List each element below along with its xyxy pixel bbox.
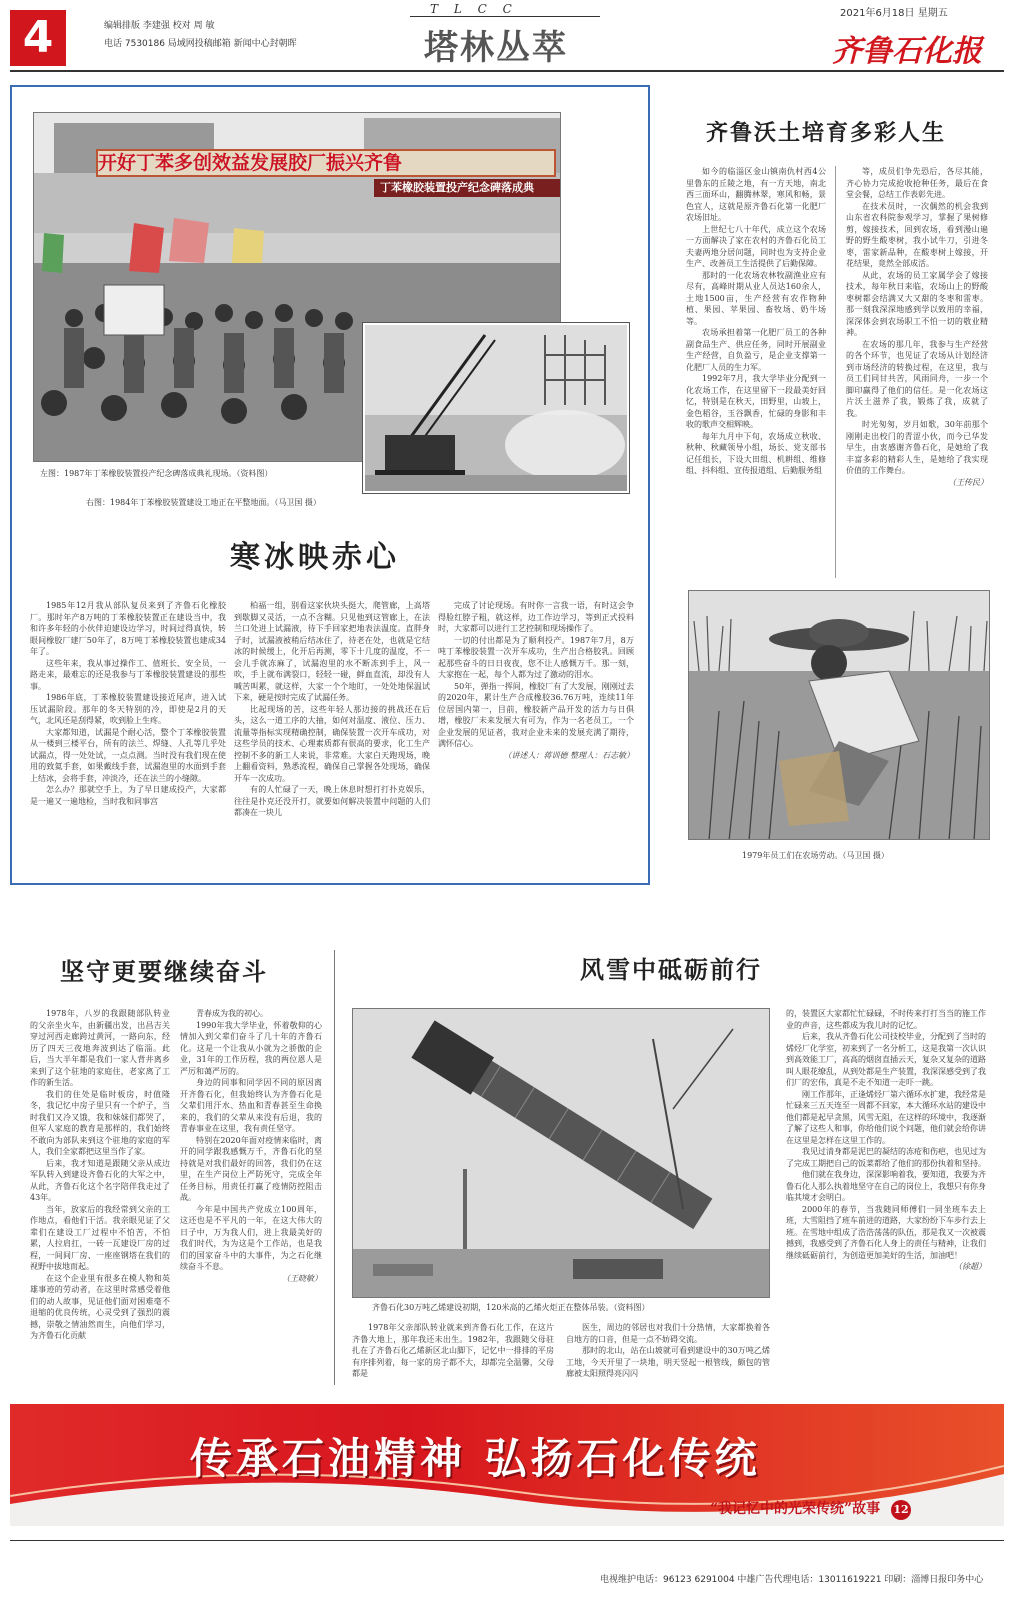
top-story-headline: 寒冰映赤心 [230,540,400,575]
bl-col2-p3: 身边的同事和同学因不同的原因离开齐鲁石化，但我始终认为齐鲁石化是父辈们用汗水、热血和青春甚至生命换来的，我们的父辈从来没有后退，我的青春事业在这里，我有责任坚守。 [180,1078,322,1133]
br-col3-p4: 我见过清身都是泥巴的凝结的冻疮和伤疤，也见过为了完成工期把自己的饭菜都给了他们的那份执着和坚持。 [786,1147,986,1168]
top-story-col-2 [234,600,430,872]
bl-col1-p4: 当年，放家后的我经常到父亲的工作地点，看他们干活。我亲眼见证了父辈们在建设工厂过程中不怕苦，不怕累，人拉肩扛，一砖一瓦建设厂房的过程，一间间厂房、一座座钢塔在我们的视野中拔地而起。 [30,1204,170,1271]
editor-line: 编辑排版 李建强 校对 周 敏 [104,21,215,31]
date-line: 2021年6月18日 星期五 [840,8,948,19]
top-col1-p1: 1985年12月我从部队复员来到了齐鲁石化橡胶厂。那时年产8万吨的丁苯橡胶装置正在建设当中，我和许多年轻的小伙伴迫建设边学习，时间过得真快，转眼间橡胶厂建厂50年了，8万吨丁苯橡胶装置也建成34年了。 [30,601,226,656]
right-col1-p2: 上世纪七八十年代，成立这个农场一方面解决了家在农村的齐鲁石化员工夫妻两地分居问题，同时也为支持企业生产、改善员工生活提供了后勤保障。 [686,224,826,268]
top-col1-p2: 这些年来，我从事过操作工、值班长、安全员，一路走来，最难忘的还是我参与丁苯橡胶装置建设的那些事。 [30,658,226,691]
flare-photo-caption: 齐鲁石化30万吨乙烯建设初期，120米高的乙烯火炬正在整体吊装。（资料图） [372,1303,650,1312]
top-col3-byline: （讲述人：蒋训德 整理人：石志敏） [503,750,634,760]
br-col3-p6: 2000年的春节，当我随同师傅们一同坐班车去上班，大雪阻挡了班车前进的道路，大家纷纷下车步行去上班。在雪地中组成了浩浩荡荡的队伍，那是我又一次被震撼到，我感受到了齐鲁石化人身上的责任与精神，让我们继续砥砺前行，为创造更加美好的生活，加油吧！ [786,1204,986,1260]
farm-photo [688,590,990,840]
right-col1-p5: 1992年7月，我大学毕业分配到一化农场工作，在这里留下一段最美好回忆，特别是在秋天，田野里，山坡上，金色稻谷，玉谷飘香，忙碌的身影和丰收的歌声交相辉映。 [686,374,826,429]
ceremony-banner: 开好丁苯多创效益发展胶厂振兴齐鲁 [96,149,556,177]
bl-col2-p5: 今年是中国共产党成立100周年，这还也是不平凡的一年，在这大伟大的日子中，万为我人们，进上我最美好的我们时代，为为这是个工作站，也是我们的国家奋斗中的大事件，为之石化继续奋斗不息。 [180,1204,322,1271]
page-number-box [10,10,66,66]
right-story-headline: 齐鲁沃土培育多彩人生 [706,120,947,146]
right-col1-p4: 农场承担着第一化肥厂员工的各种副食品生产、供应任务，同时开展副业生产经营，自负盈亏，是企业支撑第一化肥厂人员的生力军。 [686,328,826,372]
ceremony-caption: 左图：1987年丁苯橡胶装置投产纪念碑落成典礼现场。（资料图） [40,469,273,478]
br-under-p1: 1978年父亲部队转业就来到齐鲁石化工作，在这片齐鲁大地上，那年我还未出生。1982年，我跟随父母驻扎在了齐鲁石化乙烯新区北山脚下，记忆中一排排的平房有序排列着，每一家的房子都不大，却都完全温馨，父母都是 [352,1323,554,1378]
right-col1-p3: 那时的一化农场农林牧副渔业应有尽有，高峰时期从业人员达160余人，土地1500亩，生产经营有农作物种植、果园、苹果园、畜牧场、奶牛场等。 [686,270,826,326]
right-col2-p1: 等，成员们争先恐后，各尽其能，齐心协力完成抢收抢种任务，最后在食堂会餐，总结工作表彰先进。 [846,167,988,199]
top-col2-p1: 柏福一组，别看这家伙块头挺大，爬管廊，上高塔到歇脚又灵活，一点不含糊。只见他到这管廊上，在法兰口处进上试漏液，待下手回家把地表法温度。直胖身子时，试漏液被稍后结冰住了，待老在处，也就是它结冰的时候缓上，化开后再测，零下十几度的温度，不一会儿手就冻麻了，试漏泡里的水不断冻到手上，风一吹，手上就布满裂口，轻轻一碰，鲜血直流，却没有人喊苦叫累，就这样，大家一个个地盯，一处处地保温试下来，硬是按时完成了试漏任务。 [234,601,430,702]
br-under2-p2: 那时的北山，站在山坡就可看到建设中的30万吨乙烯工地，今天开里了一块地，明天竖起一根管线，颇包的管廊被太阳照得亮闪闪 [566,1346,770,1378]
right-col2-p5: 时光匆匆，岁月如歌，30年前那个刚刚走出校门的青涩小伙，而今已华发早生，由衷感谢齐鲁石化，是她给了我丰富多彩的精彩人生，是她给了我实现价值的工作舞台。 [846,420,988,475]
page-number: 4 [22,12,54,63]
right-col1-p6: 每年九月中下旬，农场成立秋收、秋种、秋藏领导小组，场长、党支部书记任组长，下设大田组、机耕组、维修组、抖科组、宣传报道组、后勤服务组 [686,431,826,475]
header-rule-top [410,16,600,17]
paper-name: 齐鲁石化报 [832,34,982,69]
br-under2-p1: 医生，周边的邻居也对我们十分热情，大家都换着各自地方的口音，但是一点不妨碍交流。 [566,1323,770,1344]
bottom-divider [334,950,335,1385]
br-col3-p1: 的，装置区大家都忙忙碌碌，不时传来打打当当的施工作业的声音，这些都成为我儿时的记忆。 [786,1009,986,1030]
banner-subtitle [710,1498,911,1520]
bottom-right-col-2 [566,1322,770,1388]
construction-photo-graphic [365,325,629,493]
banner-text: 传承石油精神 弘扬石化传统 [190,1434,761,1483]
bl-col1-p3: 后来，我才知道是跟随父亲从成边军队转入到建设齐鲁石化的大军之中，从此，齐鲁石化这个名字陪伴我走过了43年。 [30,1158,170,1202]
right-col-divider [835,166,836,578]
bottom-right-col-1 [352,1322,554,1388]
right-story-col-2 [846,166,988,578]
section-title: 塔林丛萃 [424,28,568,68]
bottom-right-headline: 风雪中砥砺前行 [580,955,762,984]
bl-col1-p5: 在这个企业里有很多在模人物和英雄事迹的劳动者，在这里时常感受着他们的动人故事，见证他们面对困难毫不退缩的优良传统，心灵受到了强烈的震撼，崇敬之情油然而生，向他们学习，为齐鲁石化贡献 [30,1273,170,1340]
contact-line: 电话 7530186 局域网投稿邮箱 新闻中心封朝晖 [104,39,297,49]
tradition-banner [10,1404,1004,1526]
bl-col2-p4: 特别在2020年面对疫情来临时，离开的同学跟我感慨万千，齐鲁石化的坚持就是对我们最好的回答，我们仍在这里，在生产岗位上严防死守，完成全年任务目标，用责任打赢了疫情防控阻击战。 [180,1135,322,1202]
top-col2-p3: 有的人忙碌了一天，晚上休息时想打打扑克娱乐，往往是扑克还没开打，就要如何解决装置中问题的人们都凑在一块儿 [234,785,430,817]
flare-photo [352,1008,770,1298]
right-col2-p2: 在技术员时，一次偶然的机会我到山东省农科院参观学习，掌握了果树修剪，嫁接技术，回到农场，看到漫山遍野的野生酸枣树，我小试牛刀，引进冬枣，雷家新品种，在酸枣树上嫁接，开花结果，竟然全部成活。 [846,201,988,268]
right-col1-p1: 如今的临淄区金山镇南仇村西4公里鲁东的丘陵之地，有一方天地，南北西三面环山，翻腾林翠，寒风和畅，景色宜人，这就是原齐鲁石化第一化肥厂农场旧址。 [686,167,826,222]
br-col3-p3: 刚工作那年，正逢烯烃厂第六循环水扩建，我经常是忙碌来三五天连至一周都不回家，本大循环水站的建设中他们都是起早贪黑，风雪无阻，在这样的环境中，我逐渐了解了这些人和事，你给他们说个问题，他们就会给你讲在这里是怎样在这里工作的。 [786,1089,986,1145]
bottom-left-col-1 [30,1008,170,1380]
bl-col2-p2: 1990年我大学毕业，怀着敬仰的心情加入到父辈们奋斗了几十年的齐鲁石化。这是一个让我从小就为之骄傲的企业，31年的工作历程，我的两位恩人是严厉和蔼严厉的。 [180,1020,322,1076]
bottom-left-col-2 [180,1008,322,1380]
top-col1-p5: 怎么办？那就空手上，为了早日建成投产，大家都是一遍又一遍地检，当时我和同事宫 [30,785,226,806]
right-story-col-1 [686,166,826,578]
bl-col1-p2: 我们的住处是临时板房，时值隆冬，我记忆中房子里只有一个炉子，当时我们又冷又饿，我和妹妹们都哭了，但军人家庭的教育是那样的，我们始终不敢向为部队来到这个驻地的家庭的军人，我们全家都把这里当作了家。 [30,1089,170,1156]
header-rule [10,70,1004,72]
farm-photo-caption: 1979年员工们在农场劳动。（马卫国 摄） [742,851,889,860]
banner-number-badge: 12 [891,1500,911,1520]
bottom-left-headline: 坚守更要继续奋斗 [60,957,268,986]
top-col3-p3: 50年，弹指一挥间，橡胶厂有了大发展，刚刚过去的2020年，累计生产合成橡胶36.76万吨，连续11年位居国内第一，目前，橡胶新产品开发的活力与日俱增，橡胶厂未来发展大有可为，作为一名老员工，一个企业发展的见证者，我对企业未来的发展充满了期待，满怀信心。 [438,681,634,748]
bl-col2-p1: 青春成为我的初心。 [196,1009,268,1018]
top-col1-p4: 大家都知道，试漏是个耐心活，整个丁苯橡胶装置从一楼到三楼平台，所有的法兰、焊缝、人孔等几乎处试漏点，得一处处试，一点点测。当时没有我们现在使用的致氦手套，如果戴线手套，试漏泡里的水面到手套上结冰，会将手套，冲淡冷，还在法兰的小缝隙。 [30,727,226,783]
bl-col1-p1: 1978年，八岁的我跟随部队转业的父亲坐火车，由新疆出发，出昌吉关穿过河西走廊跨过黄河，一路向东，经历了四天三夜地奔波到达了临淄。此后，当大半年都是我们一家人背井离乡来到了这个驻地的家庭住，老家离了工作的新生活。 [30,1009,170,1087]
tlcc-label: T L C C [430,2,518,16]
right-col2-p3: 从此，农场的员工家属学会了嫁接技术，每年秋日来临，农场山上的野酸枣树都会结满又大又甜的冬枣和雷枣。那一刻我深深地感到学以致用的幸福，深深体会到农场职工不怕一切的敬业精神。 [846,270,988,337]
right-col2-p4: 在农场的那几年，我参与生产经营的各个环节，也见证了农场从计划经济到市场经济的转换过程，在这里，我与员工们同甘共苦，风雨同舟，一步一个脚印赢得了他们的信任。是一化农场这片沃土滋养了我，锻炼了我，成就了我。 [846,339,988,418]
br-col3-p2: 后来，我从齐鲁石化公司技校毕业，分配到了当时的烯烃厂化学室，初来到了一名分析工，这是我第一次认识到高效能工厂，高高的烟囱直插云天，复杂又复杂的道路叫人眼花缭乱，从到处都是生产装置，我深深感受到了我们厂的宏伟，真是不走不知道一走吓一跳。 [786,1032,986,1087]
banner-subtitle-text: “我记忆中的光荣传统”故事 [710,1501,881,1517]
right-col2-byline: （王传民） [948,477,988,487]
br-col3-p5: 他们就在我身边，深深影响着我，要知道，我要为齐鲁石化人那么执着地坚守在自己的岗位上，我想只有你身临其境才会明白。 [786,1170,986,1202]
top-col2-p2: 比起现场的苦，这些年轻人那边接的挑战还在后头，这么一道工序的大抽，如何对温度、液位、压力、流量等指标实现精确控制，确保装置一次开车成功，对这些学员的技术、心理素质都有很高的要求，化工生产控制不多的新工人来说，非常难。大家白天跑现场，晚上翻看资料，熟悉流程，确保自己掌握各处现场，确保开车一次成功。 [234,704,430,783]
top-col1-p3: 1986年底，丁苯橡胶装置建设接近尾声，进入试压试漏阶段。那年的冬天特别的冷，即使是2月的天气，北风还是刮得紧，吹到脸上生疼。 [30,693,226,725]
bl-col2-byline: （王晓敏） [282,1273,322,1283]
construction-photo [363,323,629,493]
farm-photo-graphic [689,591,990,840]
construction-caption: 右图：1984年丁苯橡胶装置建设工地正在平整地面。（马卫国 摄） [86,498,321,507]
ceremony-banner-2: 丁苯橡胶装置投产纪念碑落成典 [374,179,561,197]
flare-photo-graphic [353,1009,770,1298]
top-story-col-3 [438,600,634,872]
top-story-col-1 [30,600,226,872]
footer-rule [10,1540,1004,1541]
footer-text: 电视维护电话：96123 6291004 中雄广告代理电话：13011619221 印刷：淄博日报印务中心 [600,1575,984,1585]
bottom-right-col-3 [786,1008,986,1388]
top-col3-p1: 完成了讨论现场。有时你一言我一语，有时这会争得脸红脖子粗，就这样，边工作边学习，等到正式投料时，大家都可以进行工艺控制和现场操作了。 [438,601,634,633]
top-col3-p2: 一切的付出都是为了顺利投产。1987年7月，8万吨丁苯橡胶装置一次开车成功，生产出合格胶乳。回顾起那些奋斗的日日夜夜，您不让人感慨万千。那一刻，大家抱在一起，每个人都为过了激动的泪水。 [438,635,634,679]
br-col3-byline: （徐超） [954,1262,986,1271]
